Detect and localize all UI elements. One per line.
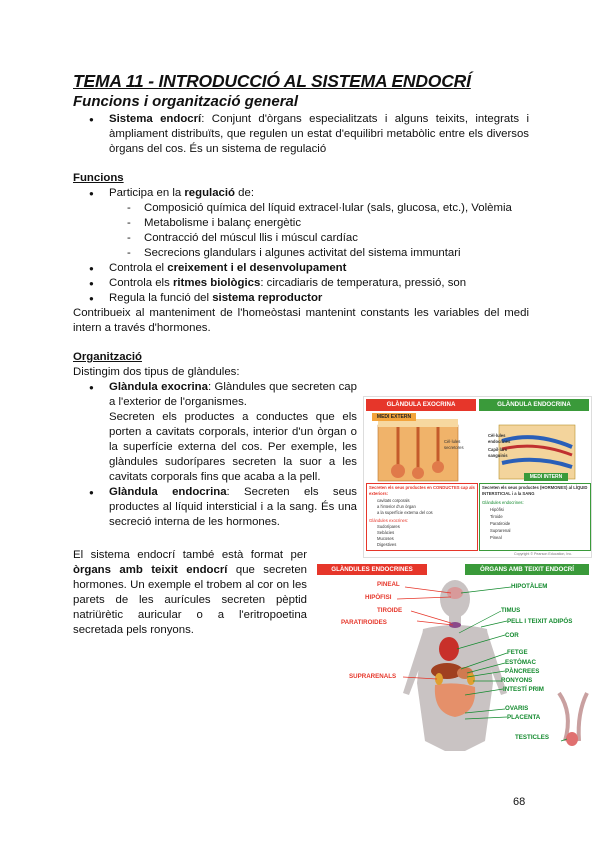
homeostasi-paragraph: Contribueix al manteniment de l'homeòstasi mantenint constants les variables del medi intern a través d'hormones. (73, 307, 529, 334)
intro-text: : Conjunt d'òrgans especialitzats i alguns teixits, integrats i àmpliament distribuïts, que regulen un estat d'equilibri metabòlic entre els diversos òrgans del cos. És un sistema de regulació (109, 113, 529, 155)
text: : Secreten els seus productes al líquid intersticial i a la sang. És una secreció interna de les hormones. (109, 486, 357, 528)
page-number: 68 (513, 796, 526, 808)
sub-list-item: - Contracció del múscul llis i múscul cardíac (73, 231, 529, 246)
fig1-left-header: GLÀNDULA EXOCRINA (366, 399, 476, 411)
list-item (73, 485, 357, 530)
fig1-left-sub: Glàndules exocrines: (369, 518, 409, 523)
bold-text: sistema reproductor (212, 292, 323, 304)
bold-text: òrgans amb teixit endocrí (73, 564, 228, 576)
text: Controla el (109, 262, 168, 274)
fig2-label-suprarenals: SUPRARENALS (349, 673, 397, 680)
fig2-left-header: GLÀNDULES ENDOCRINES (317, 564, 427, 575)
fig1-right-item: Tiroide (490, 514, 503, 519)
fig1-right-item: Paratiroide (490, 521, 511, 526)
list-item (73, 186, 529, 201)
fig2-label-ronyons: RONYONS (501, 677, 533, 684)
fig2-body-illustration (315, 563, 591, 751)
fig1-right-box-title: Secreten els seus productes (HORMONES) al LÍQUID INTERSTICIAL i a la SANG (482, 485, 588, 496)
fig2-label-tiroide: TIROIDE (377, 607, 403, 614)
organs-paragraph (73, 548, 307, 638)
list-item (73, 276, 529, 291)
fig1-endo-cells-label: Cèl·lules endocrines (488, 433, 511, 444)
fig1-credit: Copyright © Pearson Education, Inc. (514, 552, 573, 556)
text: Secreten els productes a conductes que els porten a cavitats corporals, interior d'un òrgan o la superfície externa del cos. Per exemple, les glàndules sudorípares secreten la suor a les cavitats corporals fins que acaba a la pell. (109, 411, 357, 483)
glandules-list (73, 380, 357, 530)
fig1-left-item: a la superfície externa del cos (377, 510, 433, 515)
fig2-right-header: ÒRGANS AMB TEIXIT ENDOCRÍ (465, 564, 589, 575)
fig2-label-fetge: FETGE (507, 649, 528, 656)
page-title: TEMA 11 - INTRODUCCIÓ AL SISTEMA ENDOCRÍ (73, 71, 471, 91)
fig2-label-placenta: PLACENTA (507, 714, 541, 721)
page-subtitle: Funcions i organització general (73, 93, 299, 110)
text: Regula la funció del (109, 292, 213, 304)
fig1-right-sub: Glàndules endocrines: (482, 500, 524, 505)
fig1-left-item: a l'interior d'un òrgan (377, 504, 416, 509)
text: Participa en la (109, 187, 185, 199)
list-item (73, 291, 529, 306)
figure-exocrine-endocrine (363, 396, 592, 558)
term-endocrina: Glàndula endocrina (109, 486, 227, 498)
fig2-label-testicles: TESTICLES (515, 734, 550, 741)
text: : Glàndules que secreten cap a l'exterior de l'organismes. (109, 381, 357, 408)
fig2-label-ovaris: OVARIS (505, 705, 529, 712)
fig2-label-pancrees: PÀNCREES (505, 668, 540, 675)
fig1-left-sub-item: Sebàcies (377, 530, 395, 535)
section-organitzacio-heading: Organització (73, 351, 142, 363)
fig1-capillaries-label: Capil·lars sanguinis (488, 447, 508, 458)
fig2-label-timus: TIMUS (501, 607, 521, 614)
intro-list (73, 112, 529, 157)
text: El sistema endocrí també està format per (73, 549, 307, 561)
sub-list-item: - Composició química del líquid extracel·lular (sals, glucosa, etc.), Volèmia (73, 201, 529, 216)
term-exocrina: Glàndula exocrina (109, 381, 208, 393)
fig1-right-item: Pineal (490, 535, 502, 540)
fig1-left-sub-item: Sudorípares (377, 524, 400, 529)
bold-text: creixement i el desenvolupament (167, 262, 347, 274)
fig1-left-item: cavitats corporals (377, 498, 410, 503)
fig1-medi-extern: MEDI EXTERN (372, 413, 416, 421)
fig1-cells-label: Cèl·lules secretores (444, 439, 464, 450)
fig2-label-cor: COR (505, 632, 519, 639)
fig1-left-box-title: Secreten els seus productes en CONDUCTES cap als exteriors: (369, 485, 475, 496)
term-sistema-endocri: Sistema endocrí (109, 113, 202, 125)
bold-text: ritmes biològics (172, 277, 261, 289)
fig2-label-pell: PELL I TEIXIT ADIPÓS (507, 618, 573, 625)
text: : circadiaris de temperatura, pressió, son (260, 277, 467, 289)
fig2-label-hipotalem: HIPOTÀLEM (511, 583, 548, 590)
fig1-right-item: Hipòfisi (490, 507, 504, 512)
fig1-medi-intern: MEDI INTERN (524, 473, 568, 481)
sub-list-item: - Secrecions glandulars i algunes activitat del sistema immuntari (73, 246, 529, 261)
bold-text: regulació (184, 187, 235, 199)
funcions-list (73, 186, 529, 306)
list-item (73, 112, 529, 157)
text: que secreten hormones. Un exemple el trobem al cor on les parets de les aurícules secreten pèptid natriürètic auricular o a l'eritropoetina secretada pels ronyons. (73, 564, 307, 636)
fig1-right-box (479, 483, 591, 551)
fig2-label-pineal: PINEAL (377, 581, 400, 588)
list-item (73, 380, 357, 485)
fig2-label-paratiroides: PARATIROIDES (341, 619, 387, 626)
organitzacio-intro: Distingim dos tipus de glàndules: (73, 366, 240, 378)
fig2-label-hipofisi: HIPÒFISI (365, 594, 392, 601)
fig1-left-sub-item: Mucoses (377, 536, 394, 541)
fig1-left-box (366, 483, 478, 551)
fig1-right-item: Suprarenal (490, 528, 511, 533)
list-item (73, 261, 529, 276)
sub-list-item: - Metabolisme i balanç energètic (73, 216, 529, 231)
section-funcions-heading: Funcions (73, 172, 124, 184)
text: Controla els (109, 277, 173, 289)
figure-endocrine-body (315, 563, 591, 751)
fig2-label-estomac: ESTÒMAC (505, 659, 536, 666)
fig1-left-sub-item: Digestives (377, 542, 397, 547)
fig1-right-header: GLÀNDULA ENDOCRINA (479, 399, 589, 411)
text: de: (235, 187, 254, 199)
fig2-label-intesti: INTESTÍ PRIM (503, 686, 544, 693)
